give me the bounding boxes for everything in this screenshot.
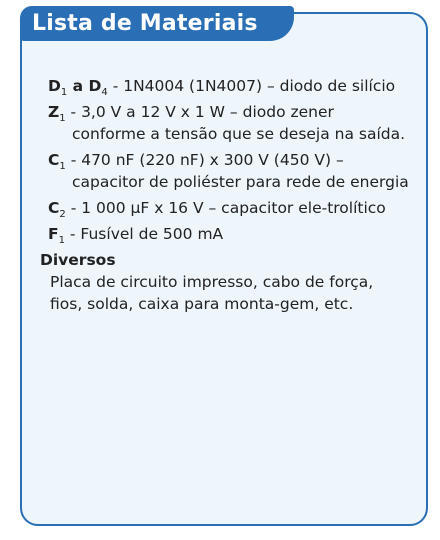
component-description: - 3,0 V a 12 V x 1 W – diodo zener conforme a tensão que se deseja na saída. (65, 103, 406, 143)
component-code: C (48, 199, 60, 217)
component-subscript: 1 (59, 161, 66, 173)
component-subscript: 1 (59, 113, 66, 125)
component-code: D (88, 77, 102, 95)
component-subscript: 2 (59, 209, 66, 221)
section-text-diversos: Placa de circuito impresso, cabo de força, fios, solda, caixa para monta-gem, etc. (50, 273, 374, 313)
list-item-c1 (48, 149, 410, 193)
list-item-f1 (48, 223, 410, 245)
component-subscript: 4 (101, 87, 108, 99)
list-item-z1 (48, 101, 410, 145)
component-code: C (48, 151, 60, 169)
list-item-c2 (48, 197, 410, 219)
component-subscript: 1 (60, 87, 68, 99)
component-description: - 470 nF (220 nF) x 300 V (450 V) – capacitor de poliéster para rede de energia (65, 151, 409, 191)
component-description: - 1 000 µF x 16 V – capacitor ele-trolítico (65, 199, 386, 217)
component-code: F (48, 225, 59, 243)
box-title: Lista de Materiais (20, 6, 294, 41)
component-description: - 1N4004 (1N4007) – diodo de silício (107, 77, 396, 95)
component-code: D (48, 77, 61, 95)
code-joiner: a (67, 77, 89, 95)
materials-list (40, 75, 410, 315)
list-item-d1-d4 (48, 75, 410, 97)
section-title-diversos: Diversos (40, 251, 116, 269)
component-description: - Fusível de 500 mA (64, 225, 224, 243)
component-code: Z (48, 103, 60, 121)
component-subscript: 1 (58, 235, 65, 247)
